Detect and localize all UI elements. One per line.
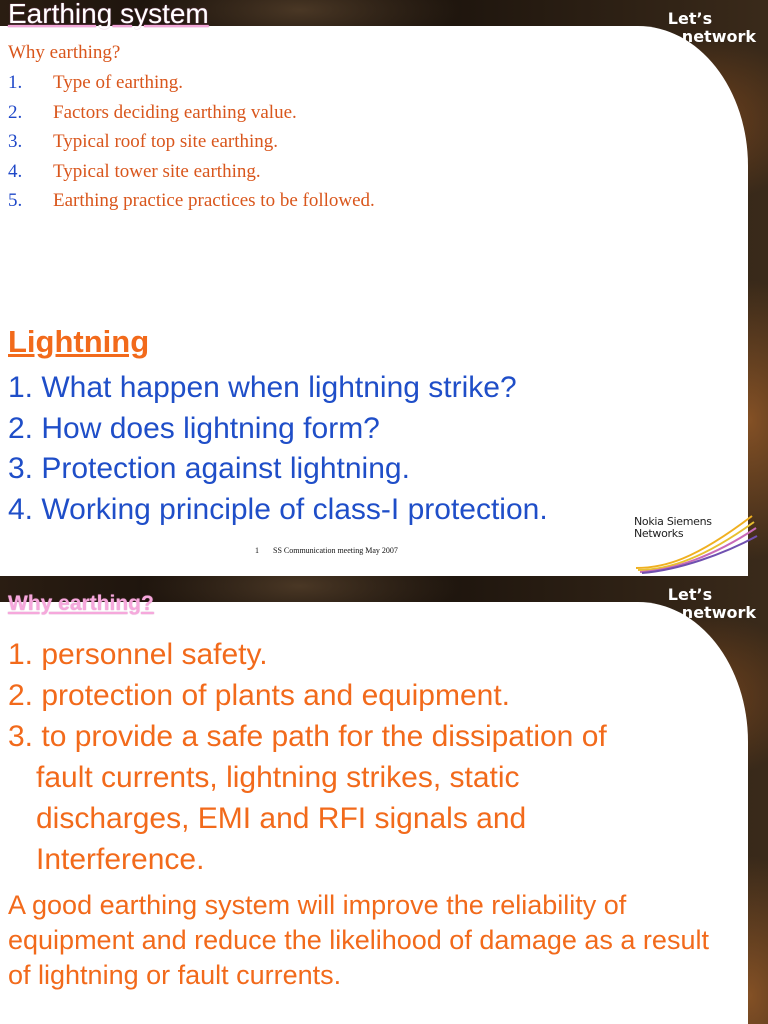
page-number: 1	[255, 546, 259, 555]
item-continuation: fault currents, lightning strikes, static discharges, EMI and RFI signals and Interference.	[36, 761, 527, 876]
nokia-siemens-logo	[634, 510, 758, 574]
slide-title: Why earthing?	[8, 592, 154, 615]
topics-list	[8, 72, 375, 220]
logo-line-2: network	[681, 27, 756, 46]
item-text: 1. personnel safety.	[8, 638, 268, 671]
item-number: 1.	[8, 72, 23, 93]
item-text: Type of earthing.	[53, 72, 184, 93]
item-number: 4.	[8, 160, 23, 182]
list-item	[8, 161, 375, 191]
list-item	[8, 716, 636, 880]
slide-2	[0, 576, 768, 1024]
list-item: 3. Protection against lightning.	[8, 452, 410, 485]
list-item	[8, 102, 375, 132]
summary-paragraph: A good earthing system will improve the reliability of equipment and reduce the likelihood of damage as a result of lightning or fault currents.	[8, 890, 709, 990]
wave-icon	[634, 510, 758, 574]
logo-line-2: network	[681, 603, 756, 622]
item-text: Typical roof top site earthing.	[53, 131, 279, 152]
list-item: 4. Working principle of class-I protection.	[8, 492, 548, 526]
item-text: 3. to provide a safe path for the dissipation of	[8, 720, 607, 753]
why-earthing-item: Why earthing?	[8, 42, 121, 63]
brand-line-1: Nokia Siemens	[634, 515, 712, 528]
lightning-list	[8, 368, 548, 530]
reasons-list	[8, 634, 636, 880]
list-item	[8, 131, 375, 161]
item-text: 2. protection of plants and equipment.	[8, 679, 511, 712]
item-text: Factors deciding earthing value.	[53, 101, 297, 123]
lets-network-logo	[668, 586, 756, 622]
list-item	[8, 72, 375, 102]
item-number: 3.	[8, 131, 23, 152]
logo-line-1: Let’s	[667, 9, 713, 28]
slide-footer	[255, 546, 398, 555]
logo-line-1: Let’s	[667, 585, 713, 604]
item-text: Typical tower site earthing.	[53, 160, 261, 182]
slide-title: Earthing system	[8, 0, 209, 29]
list-item: 1. What happen when lightning strike?	[8, 371, 517, 404]
list-item	[8, 190, 375, 220]
list-item	[8, 634, 636, 675]
item-number: 2.	[8, 101, 23, 123]
item-text: Earthing practice practices to be followed.	[53, 190, 375, 211]
lets-network-logo	[668, 10, 756, 46]
lightning-heading: Lightning	[8, 324, 150, 359]
item-number: 5.	[8, 190, 23, 211]
list-item	[8, 675, 636, 716]
footer-text: SS Communication meeting May 2007	[273, 546, 398, 555]
list-item: 2. How does lightning form?	[8, 411, 380, 445]
brand-line-2: Networks	[634, 527, 684, 540]
